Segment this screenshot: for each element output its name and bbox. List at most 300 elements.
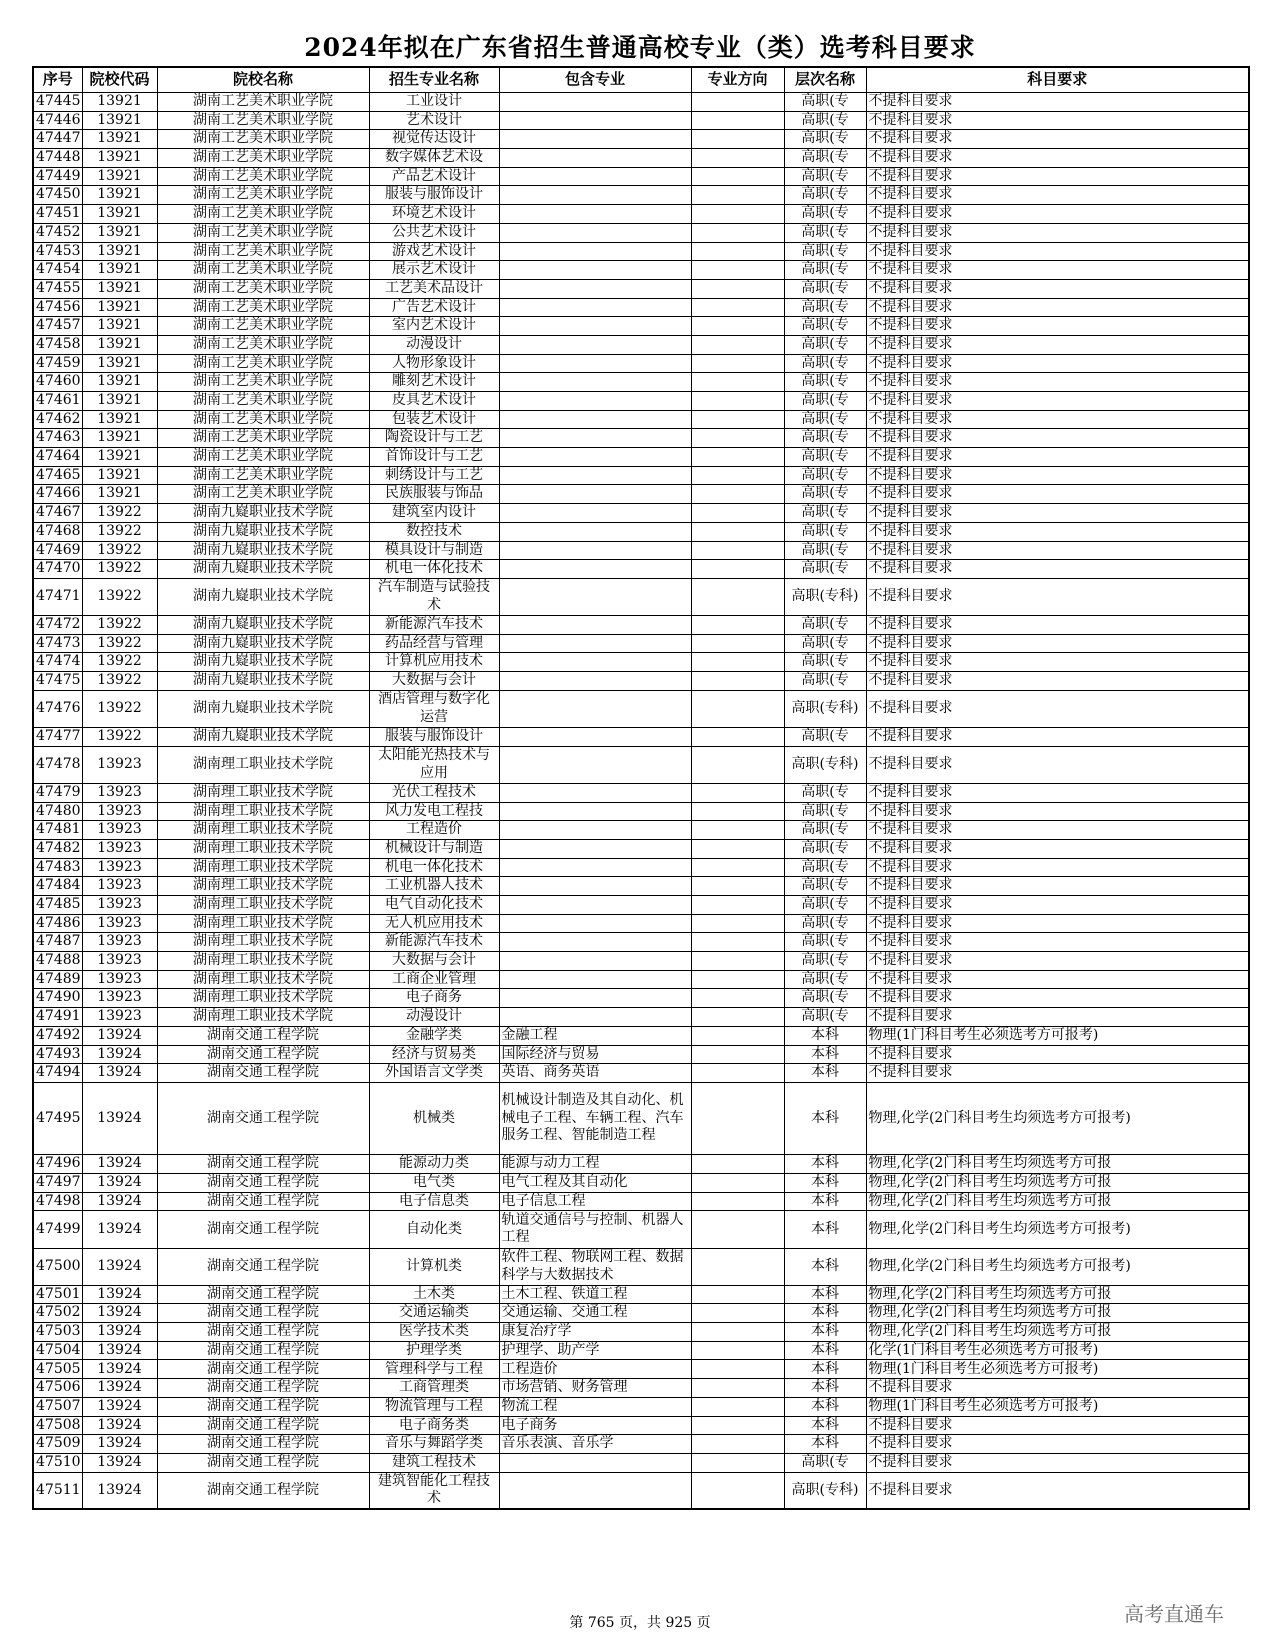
cell-school-name: 湖南工艺美术职业学院 [157, 298, 369, 317]
cell-subject-req: 不提科目要求 [866, 448, 1249, 467]
cell-school-code: 13923 [82, 783, 157, 802]
cell-direction [691, 952, 784, 971]
table-row [33, 1192, 1249, 1211]
cell-subject-req: 不提科目要求 [866, 205, 1249, 224]
cell-included-majors [499, 93, 691, 112]
cell-level: 本科 [784, 1082, 866, 1154]
cell-major-name: 工艺美术品设计 [369, 279, 499, 298]
cell-included-majors [499, 616, 691, 635]
cell-level: 本科 [784, 1323, 866, 1342]
cell-seq: 47483 [33, 858, 82, 877]
cell-seq: 47455 [33, 279, 82, 298]
cell-included-majors [499, 690, 691, 727]
cell-included-majors: 国际经济与贸易 [499, 1045, 691, 1064]
cell-direction [691, 1173, 784, 1192]
cell-level: 本科 [784, 1248, 866, 1285]
cell-subject-req: 物理,化学(2门科目考生均须选考方可报 [866, 1304, 1249, 1323]
cell-seq: 47476 [33, 690, 82, 727]
cell-included-majors [499, 279, 691, 298]
table-row [33, 1155, 1249, 1174]
cell-school-code: 13924 [82, 1211, 157, 1248]
cell-school-name: 湖南九嶷职业技术学院 [157, 541, 369, 560]
col-header-seq: 序号 [33, 67, 82, 93]
cell-included-majors [499, 504, 691, 523]
cell-school-name: 湖南九嶷职业技术学院 [157, 672, 369, 691]
col-header-level: 层次名称 [784, 67, 866, 93]
cell-school-code: 13922 [82, 690, 157, 727]
cell-subject-req: 不提科目要求 [866, 1045, 1249, 1064]
cell-seq: 47456 [33, 298, 82, 317]
cell-school-code: 13922 [82, 541, 157, 560]
cell-direction [691, 858, 784, 877]
cell-major-name: 大数据与会计 [369, 952, 499, 971]
cell-subject-req: 不提科目要求 [866, 952, 1249, 971]
cell-level: 高职(专 [784, 410, 866, 429]
cell-seq: 47464 [33, 448, 82, 467]
cell-school-code: 13921 [82, 279, 157, 298]
page-footer: 第 765 页，共 925 页 [569, 1615, 711, 1631]
cell-direction [691, 167, 784, 186]
cell-school-code: 13921 [82, 466, 157, 485]
cell-direction [691, 373, 784, 392]
cell-school-code: 13922 [82, 672, 157, 691]
cell-school-code: 13923 [82, 896, 157, 915]
table-row [33, 1379, 1249, 1398]
cell-school-name: 湖南工艺美术职业学院 [157, 485, 369, 504]
cell-school-name: 湖南理工职业技术学院 [157, 933, 369, 952]
table-row [33, 1341, 1249, 1360]
cell-subject-req: 不提科目要求 [866, 186, 1249, 205]
cell-included-majors [499, 223, 691, 242]
cell-level: 高职(专 [784, 672, 866, 691]
cell-subject-req: 物理,化学(2门科目考生均须选考方可报考) [866, 1248, 1249, 1285]
cell-level: 高职(专 [784, 560, 866, 579]
cell-school-name: 湖南工艺美术职业学院 [157, 93, 369, 112]
table-row [33, 802, 1249, 821]
cell-seq: 47506 [33, 1379, 82, 1398]
cell-seq: 47495 [33, 1082, 82, 1154]
cell-level: 本科 [784, 1360, 866, 1379]
table-row [33, 186, 1249, 205]
cell-direction [691, 690, 784, 727]
cell-subject-req: 不提科目要求 [866, 485, 1249, 504]
cell-seq: 47460 [33, 373, 82, 392]
cell-subject-req: 不提科目要求 [866, 392, 1249, 411]
table-row [33, 541, 1249, 560]
cell-subject-req: 不提科目要求 [866, 504, 1249, 523]
table-row [33, 1397, 1249, 1416]
cell-included-majors [499, 298, 691, 317]
cell-major-name: 数控技术 [369, 522, 499, 541]
cell-included-majors [499, 989, 691, 1008]
cell-major-name: 经济与贸易类 [369, 1045, 499, 1064]
col-header-direction: 专业方向 [691, 67, 784, 93]
table-row [33, 896, 1249, 915]
cell-included-majors [499, 672, 691, 691]
cell-level: 本科 [784, 1173, 866, 1192]
cell-level: 高职(专 [784, 242, 866, 261]
cell-school-code: 13921 [82, 186, 157, 205]
cell-school-name: 湖南九嶷职业技术学院 [157, 634, 369, 653]
cell-included-majors [499, 933, 691, 952]
cell-school-code: 13922 [82, 634, 157, 653]
cell-subject-req: 不提科目要求 [866, 1008, 1249, 1027]
cell-subject-req: 不提科目要求 [866, 1435, 1249, 1454]
cell-level: 高职(专 [784, 541, 866, 560]
table-row [33, 373, 1249, 392]
cell-direction [691, 186, 784, 205]
table-row [33, 560, 1249, 579]
cell-direction [691, 1416, 784, 1435]
cell-direction [691, 261, 784, 280]
cell-subject-req: 不提科目要求 [866, 560, 1249, 579]
cell-school-code: 13921 [82, 242, 157, 261]
cell-direction [691, 485, 784, 504]
cell-subject-req: 物理(1门科目考生必须选考方可报考) [866, 1026, 1249, 1045]
cell-school-name: 湖南交通工程学院 [157, 1173, 369, 1192]
cell-school-name: 湖南工艺美术职业学院 [157, 242, 369, 261]
cell-subject-req: 不提科目要求 [866, 896, 1249, 915]
cell-school-code: 13923 [82, 858, 157, 877]
cell-seq: 47500 [33, 1248, 82, 1285]
cell-school-code: 13921 [82, 373, 157, 392]
cell-subject-req: 不提科目要求 [866, 373, 1249, 392]
cell-school-code: 13924 [82, 1341, 157, 1360]
cell-school-code: 13924 [82, 1155, 157, 1174]
table-row [33, 690, 1249, 727]
cell-school-code: 13924 [82, 1173, 157, 1192]
cell-seq: 47469 [33, 541, 82, 560]
cell-direction [691, 279, 784, 298]
cell-school-code: 13921 [82, 317, 157, 336]
cell-major-name: 电气类 [369, 1173, 499, 1192]
cell-school-code: 13922 [82, 522, 157, 541]
cell-direction [691, 466, 784, 485]
table-row [33, 970, 1249, 989]
cell-included-majors [499, 261, 691, 280]
cell-subject-req: 不提科目要求 [866, 167, 1249, 186]
cell-direction [691, 746, 784, 783]
cell-school-code: 13922 [82, 560, 157, 579]
table-row [33, 672, 1249, 691]
cell-school-code: 13922 [82, 616, 157, 635]
cell-included-majors [499, 560, 691, 579]
cell-school-code: 13921 [82, 354, 157, 373]
cell-major-name: 室内艺术设计 [369, 317, 499, 336]
cell-seq: 47479 [33, 783, 82, 802]
cell-direction [691, 896, 784, 915]
cell-school-name: 湖南九嶷职业技术学院 [157, 616, 369, 635]
cell-major-name: 机械设计与制造 [369, 839, 499, 858]
cell-included-majors [499, 242, 691, 261]
cell-major-name: 艺术设计 [369, 111, 499, 130]
cell-direction [691, 298, 784, 317]
cell-included-majors [499, 130, 691, 149]
cell-school-code: 13921 [82, 410, 157, 429]
cell-level: 本科 [784, 1416, 866, 1435]
cell-major-name: 能源动力类 [369, 1155, 499, 1174]
cell-major-name: 新能源汽车技术 [369, 616, 499, 635]
cell-seq: 47450 [33, 186, 82, 205]
cell-seq: 47503 [33, 1323, 82, 1342]
cell-level: 本科 [784, 1064, 866, 1083]
cell-direction [691, 1435, 784, 1454]
cell-subject-req: 不提科目要求 [866, 335, 1249, 354]
cell-seq: 47499 [33, 1211, 82, 1248]
table-row [33, 1173, 1249, 1192]
cell-school-code: 13923 [82, 839, 157, 858]
cell-subject-req: 不提科目要求 [866, 858, 1249, 877]
cell-seq: 47491 [33, 1008, 82, 1027]
cell-direction [691, 802, 784, 821]
cell-school-name: 湖南理工职业技术学院 [157, 746, 369, 783]
cell-direction [691, 1082, 784, 1154]
table-row [33, 783, 1249, 802]
cell-direction [691, 1285, 784, 1304]
cell-direction [691, 560, 784, 579]
cell-school-name: 湖南工艺美术职业学院 [157, 130, 369, 149]
cell-school-name: 湖南交通工程学院 [157, 1026, 369, 1045]
cell-subject-req: 物理,化学(2门科目考生均须选考方可报 [866, 1323, 1249, 1342]
cell-direction [691, 504, 784, 523]
cell-major-name: 刺绣设计与工艺 [369, 466, 499, 485]
cell-seq: 47486 [33, 914, 82, 933]
cell-seq: 47447 [33, 130, 82, 149]
cell-included-majors: 软件工程、物联网工程、数据科学与大数据技术 [499, 1248, 691, 1285]
table-row [33, 1211, 1249, 1248]
cell-school-code: 13923 [82, 989, 157, 1008]
table-row [33, 1453, 1249, 1472]
cell-school-code: 13922 [82, 504, 157, 523]
cell-school-name: 湖南工艺美术职业学院 [157, 429, 369, 448]
cell-included-majors [499, 952, 691, 971]
cell-school-code: 13921 [82, 130, 157, 149]
cell-subject-req: 化学(1门科目考生必须选考方可报考) [866, 1341, 1249, 1360]
cell-major-name: 计算机类 [369, 1248, 499, 1285]
cell-included-majors [499, 522, 691, 541]
cell-major-name: 服装与服饰设计 [369, 186, 499, 205]
cell-seq: 47485 [33, 896, 82, 915]
table-row [33, 858, 1249, 877]
cell-school-name: 湖南九嶷职业技术学院 [157, 560, 369, 579]
cell-included-majors [499, 410, 691, 429]
cell-direction [691, 1323, 784, 1342]
cell-seq: 47487 [33, 933, 82, 952]
cell-school-code: 13921 [82, 298, 157, 317]
cell-subject-req: 不提科目要求 [866, 149, 1249, 168]
cell-seq: 47493 [33, 1045, 82, 1064]
cell-direction [691, 1211, 784, 1248]
cell-seq: 47454 [33, 261, 82, 280]
cell-included-majors [499, 1472, 691, 1509]
cell-level: 高职(专 [784, 858, 866, 877]
cell-major-name: 动漫设计 [369, 335, 499, 354]
cell-school-code: 13924 [82, 1416, 157, 1435]
table-row [33, 1360, 1249, 1379]
cell-school-code: 13924 [82, 1064, 157, 1083]
cell-level: 高职(专 [784, 896, 866, 915]
cell-included-majors [499, 373, 691, 392]
cell-school-code: 13924 [82, 1472, 157, 1509]
cell-major-name: 首饰设计与工艺 [369, 448, 499, 467]
cell-subject-req: 不提科目要求 [866, 1472, 1249, 1509]
cell-subject-req: 不提科目要求 [866, 877, 1249, 896]
cell-level: 高职(专 [784, 298, 866, 317]
cell-level: 高职(专 [784, 933, 866, 952]
cell-direction [691, 410, 784, 429]
table-row [33, 952, 1249, 971]
cell-subject-req: 物理(1门科目考生必须选考方可报考) [866, 1397, 1249, 1416]
cell-school-name: 湖南交通工程学院 [157, 1379, 369, 1398]
cell-seq: 47472 [33, 616, 82, 635]
cell-included-majors [499, 634, 691, 653]
cell-school-name: 湖南理工职业技术学院 [157, 821, 369, 840]
cell-level: 高职(专 [784, 392, 866, 411]
cell-seq: 47474 [33, 653, 82, 672]
cell-seq: 47498 [33, 1192, 82, 1211]
cell-subject-req: 不提科目要求 [866, 1453, 1249, 1472]
cell-major-name: 工商企业管理 [369, 970, 499, 989]
cell-included-majors [499, 1008, 691, 1027]
cell-school-code: 13924 [82, 1360, 157, 1379]
cell-direction [691, 783, 784, 802]
table-row [33, 392, 1249, 411]
cell-school-code: 13924 [82, 1304, 157, 1323]
cell-level: 高职(专 [784, 373, 866, 392]
cell-seq: 47451 [33, 205, 82, 224]
cell-included-majors: 电气工程及其自动化 [499, 1173, 691, 1192]
table-row [33, 1304, 1249, 1323]
cell-seq: 47494 [33, 1064, 82, 1083]
cell-school-name: 湖南理工职业技术学院 [157, 989, 369, 1008]
cell-level: 高职(专 [784, 279, 866, 298]
cell-direction [691, 1304, 784, 1323]
cell-school-code: 13923 [82, 914, 157, 933]
cell-included-majors: 土木工程、铁道工程 [499, 1285, 691, 1304]
cell-seq: 47466 [33, 485, 82, 504]
col-header-school-name: 院校名称 [157, 67, 369, 93]
cell-level: 高职(专 [784, 223, 866, 242]
cell-level: 高职(专 [784, 1453, 866, 1472]
cell-school-name: 湖南九嶷职业技术学院 [157, 504, 369, 523]
cell-included-majors: 能源与动力工程 [499, 1155, 691, 1174]
cell-subject-req: 不提科目要求 [866, 970, 1249, 989]
table-row [33, 839, 1249, 858]
cell-subject-req: 不提科目要求 [866, 93, 1249, 112]
cell-included-majors: 市场营销、财务管理 [499, 1379, 691, 1398]
cell-major-name: 建筑智能化工程技术 [369, 1472, 499, 1509]
cell-major-name: 计算机应用技术 [369, 653, 499, 672]
cell-major-name: 公共艺术设计 [369, 223, 499, 242]
cell-direction [691, 989, 784, 1008]
cell-school-name: 湖南交通工程学院 [157, 1435, 369, 1454]
cell-direction [691, 149, 784, 168]
table-row [33, 261, 1249, 280]
cell-major-name: 无人机应用技术 [369, 914, 499, 933]
cell-included-majors: 护理学、助产学 [499, 1341, 691, 1360]
cell-subject-req: 不提科目要求 [866, 821, 1249, 840]
cell-school-name: 湖南工艺美术职业学院 [157, 111, 369, 130]
cell-direction [691, 242, 784, 261]
cell-seq: 47477 [33, 728, 82, 747]
cell-seq: 47453 [33, 242, 82, 261]
cell-direction [691, 1397, 784, 1416]
cell-direction [691, 970, 784, 989]
cell-major-name: 外国语言文学类 [369, 1064, 499, 1083]
cell-school-code: 13924 [82, 1285, 157, 1304]
cell-subject-req: 不提科目要求 [866, 783, 1249, 802]
cell-school-name: 湖南理工职业技术学院 [157, 802, 369, 821]
cell-subject-req: 物理,化学(2门科目考生均须选考方可报 [866, 1173, 1249, 1192]
cell-school-name: 湖南理工职业技术学院 [157, 783, 369, 802]
cell-school-name: 湖南工艺美术职业学院 [157, 354, 369, 373]
cell-level: 高职(专 [784, 335, 866, 354]
watermark-text: 高考直通车 [1124, 1602, 1224, 1626]
cell-school-code: 13923 [82, 877, 157, 896]
cell-school-name: 湖南工艺美术职业学院 [157, 373, 369, 392]
cell-school-code: 13924 [82, 1379, 157, 1398]
cell-subject-req: 物理,化学(2门科目考生均须选考方可报考) [866, 1082, 1249, 1154]
table-row [33, 1082, 1249, 1154]
cell-seq: 47490 [33, 989, 82, 1008]
cell-subject-req: 不提科目要求 [866, 111, 1249, 130]
cell-seq: 47478 [33, 746, 82, 783]
cell-major-name: 土木类 [369, 1285, 499, 1304]
cell-school-name: 湖南工艺美术职业学院 [157, 410, 369, 429]
cell-level: 高职(专科) [784, 578, 866, 615]
cell-level: 高职(专 [784, 167, 866, 186]
cell-major-name: 医学技术类 [369, 1323, 499, 1342]
cell-level: 高职(专 [784, 522, 866, 541]
cell-school-name: 湖南交通工程学院 [157, 1360, 369, 1379]
cell-major-name: 动漫设计 [369, 1008, 499, 1027]
cell-direction [691, 1453, 784, 1472]
cell-school-code: 13923 [82, 1008, 157, 1027]
cell-school-name: 湖南交通工程学院 [157, 1211, 369, 1248]
cell-subject-req: 物理,化学(2门科目考生均须选考方可报 [866, 1155, 1249, 1174]
cell-subject-req: 物理,化学(2门科目考生均须选考方可报 [866, 1192, 1249, 1211]
cell-direction [691, 1064, 784, 1083]
cell-school-code: 13924 [82, 1435, 157, 1454]
cell-major-name: 模具设计与制造 [369, 541, 499, 560]
cell-direction [691, 130, 784, 149]
cell-seq: 47480 [33, 802, 82, 821]
cell-major-name: 机械类 [369, 1082, 499, 1154]
table-row [33, 914, 1249, 933]
cell-level: 高职(专 [784, 485, 866, 504]
cell-seq: 47482 [33, 839, 82, 858]
cell-school-name: 湖南交通工程学院 [157, 1155, 369, 1174]
cell-school-name: 湖南交通工程学院 [157, 1064, 369, 1083]
cell-school-code: 13923 [82, 970, 157, 989]
table-row [33, 448, 1249, 467]
col-header-subject-req: 科目要求 [866, 67, 1249, 93]
cell-seq: 47508 [33, 1416, 82, 1435]
cell-level: 本科 [784, 1285, 866, 1304]
table-row [33, 242, 1249, 261]
cell-included-majors: 康复治疗学 [499, 1323, 691, 1342]
cell-school-code: 13922 [82, 728, 157, 747]
cell-level: 高职(专 [784, 877, 866, 896]
cell-subject-req: 不提科目要求 [866, 839, 1249, 858]
cell-major-name: 皮具艺术设计 [369, 392, 499, 411]
cell-major-name: 包装艺术设计 [369, 410, 499, 429]
table-row [33, 616, 1249, 635]
cell-seq: 47484 [33, 877, 82, 896]
cell-subject-req: 不提科目要求 [866, 802, 1249, 821]
cell-major-name: 数字媒体艺术设 [369, 149, 499, 168]
cell-school-name: 湖南工艺美术职业学院 [157, 261, 369, 280]
